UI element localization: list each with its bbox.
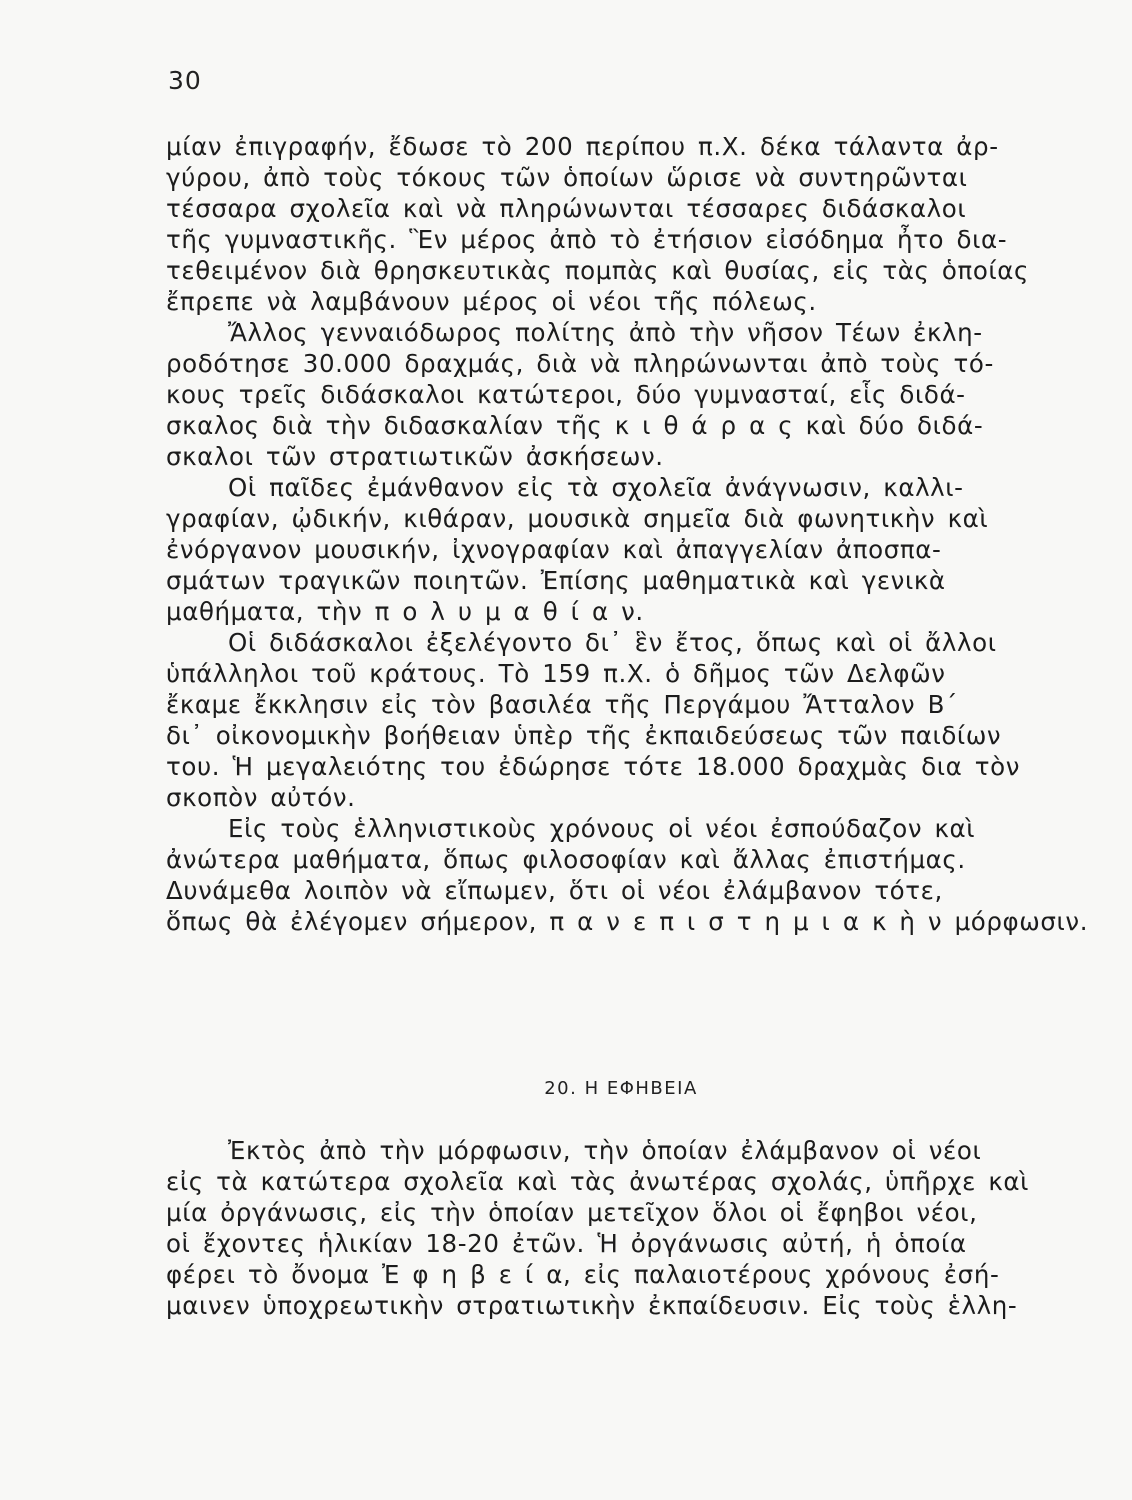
text-line: ἐνόργανον μουσικήν, ἰχνογραφίαν καὶ ἀπαγγελίαν ἀποσπα- [166, 535, 942, 564]
text-line: τῆς γυμναστικῆς. Ἓν μέρος ἀπὸ τὸ ἐτήσιον εἰσόδημα ἦτο δια- [166, 225, 1008, 254]
text-line: γραφίαν, ᾠδικήν, κιθάραν, μουσικὰ σημεῖα διὰ φωνητικὴν καὶ [166, 504, 989, 533]
text-line: ὑπάλληλοι τοῦ κράτους. Τὸ 159 π.Χ. ὁ δῆμος τῶν Δελφῶν [166, 659, 946, 688]
paragraph-start-line: Οἱ διδάσκαλοι ἐξελέγοντο δι᾽ ἓν ἔτος, ὅπως καὶ οἱ ἄλλοι [228, 628, 997, 657]
text-line: ἔπρεπε νὰ λαμβάνουν μέρος οἱ νέοι τῆς πόλεως. [166, 287, 817, 316]
text-line: ἔκαμε ἔκκλησιν εἰς τὸν βασιλέα τῆς Περγάμου Ἄτταλον Β΄ [166, 690, 958, 719]
text-line: οἱ ἔχοντες ἡλικίαν 18-20 ἐτῶν. Ἡ ὀργάνωσις αὐτή, ἡ ὁποία [166, 1229, 967, 1258]
text-line: μαθήματα, τὴν π ο λ υ μ α θ ί α ν. [166, 597, 644, 626]
text-line: μαινεν ὑποχρεωτικὴν στρατιωτικὴν ἐκπαίδευσιν. Εἰς τοὺς ἑλλη- [166, 1291, 1018, 1320]
paragraph-start-line: Εἰς τοὺς ἑλληνιστικοὺς χρόνους οἱ νέοι ἐσπούδαζον καὶ [228, 814, 976, 843]
page-number: 30 [168, 66, 202, 95]
text-line: Δυνάμεθα λοιπὸν νὰ εἴπωμεν, ὅτι οἱ νέοι ἐλάμβανον τότε, [166, 876, 943, 905]
text-line: σμάτων τραγικῶν ποιητῶν. Ἐπίσης μαθηματικὰ καὶ γενικὰ [166, 566, 946, 595]
section-1-text [166, 131, 1089, 937]
text-line: ροδότησε 30.000 δραχμάς, διὰ νὰ πληρώνωνται ἀπὸ τοὺς τό- [166, 349, 994, 378]
text-line: κους τρεῖς διδάσκαλοι κατώτεροι, δύο γυμνασταί, εἷς διδά- [166, 380, 966, 409]
text-line: γύρου, ἀπὸ τοὺς τόκους τῶν ὁποίων ὥρισε νὰ συντηρῶνται [166, 163, 968, 192]
text-line: του. Ἡ μεγαλειότης του ἐδώρησε τότε 18.000 δραχμὰς δια τὸν [166, 752, 1021, 781]
section-heading: 20. Η ΕΦΗΒΕΙΑ [544, 1078, 698, 1099]
paragraph-start-line: Ἄλλος γενναιόδωρος πολίτης ἀπὸ τὴν νῆσον Τέων ἐκλη- [228, 318, 983, 347]
text-line: σκοπὸν αὐτόν. [166, 783, 356, 812]
text-line: σκαλος διὰ τὴν διδασκαλίαν τῆς κ ι θ ά ρ α ς καὶ δύο διδά- [166, 411, 984, 440]
text-line: εἰς τὰ κατώτερα σχολεῖα καὶ τὰς ἀνωτέρας σχολάς, ὑπῆρχε καὶ [166, 1167, 1030, 1196]
text-line: τεθειμένον διὰ θρησκευτικὰς πομπὰς καὶ θυσίας, εἰς τὰς ὁποίας [166, 256, 1030, 285]
text-line: ὅπως θὰ ἐλέγομεν σήμερον, π α ν ε π ι σ τ η μ ι α κ ὴ ν μόρφωσιν. [166, 907, 1089, 936]
text-line: μίαν ἐπιγραφήν, ἔδωσε τὸ 200 περίπου π.Χ. δέκα τάλαντα ἀρ- [166, 132, 999, 161]
section-2-text [166, 1135, 1086, 1321]
text-line: ἀνώτερα μαθήματα, ὅπως φιλοσοφίαν καὶ ἄλλας ἐπιστήμας. [166, 845, 966, 874]
text-line: σκαλοι τῶν στρατιωτικῶν ἀσκήσεων. [166, 442, 664, 471]
text-line: φέρει τὸ ὄνομα Ἐ φ η β ε ί α, εἰς παλαιοτέρους χρόνους ἐσή- [166, 1260, 1000, 1289]
text-line: δι᾽ οἰκονομικὴν βοήθειαν ὑπὲρ τῆς ἐκπαιδεύσεως τῶν παιδίων [166, 721, 1002, 750]
text-line: μία ὀργάνωσις, εἰς τὴν ὁποίαν μετεῖχον ὅλοι οἱ ἔφηβοι νέοι, [166, 1198, 978, 1227]
paragraph-start-line: Ἐκτὸς ἀπὸ τὴν μόρφωσιν, τὴν ὁποίαν ἐλάμβανον οἱ νέοι [228, 1136, 982, 1165]
paragraph-start-line: Οἱ παῖδες ἐμάνθανον εἰς τὰ σχολεῖα ἀνάγνωσιν, καλλι- [228, 473, 964, 502]
text-line: τέσσαρα σχολεῖα καὶ νὰ πληρώνωνται τέσσαρες διδάσκαλοι [166, 194, 967, 223]
